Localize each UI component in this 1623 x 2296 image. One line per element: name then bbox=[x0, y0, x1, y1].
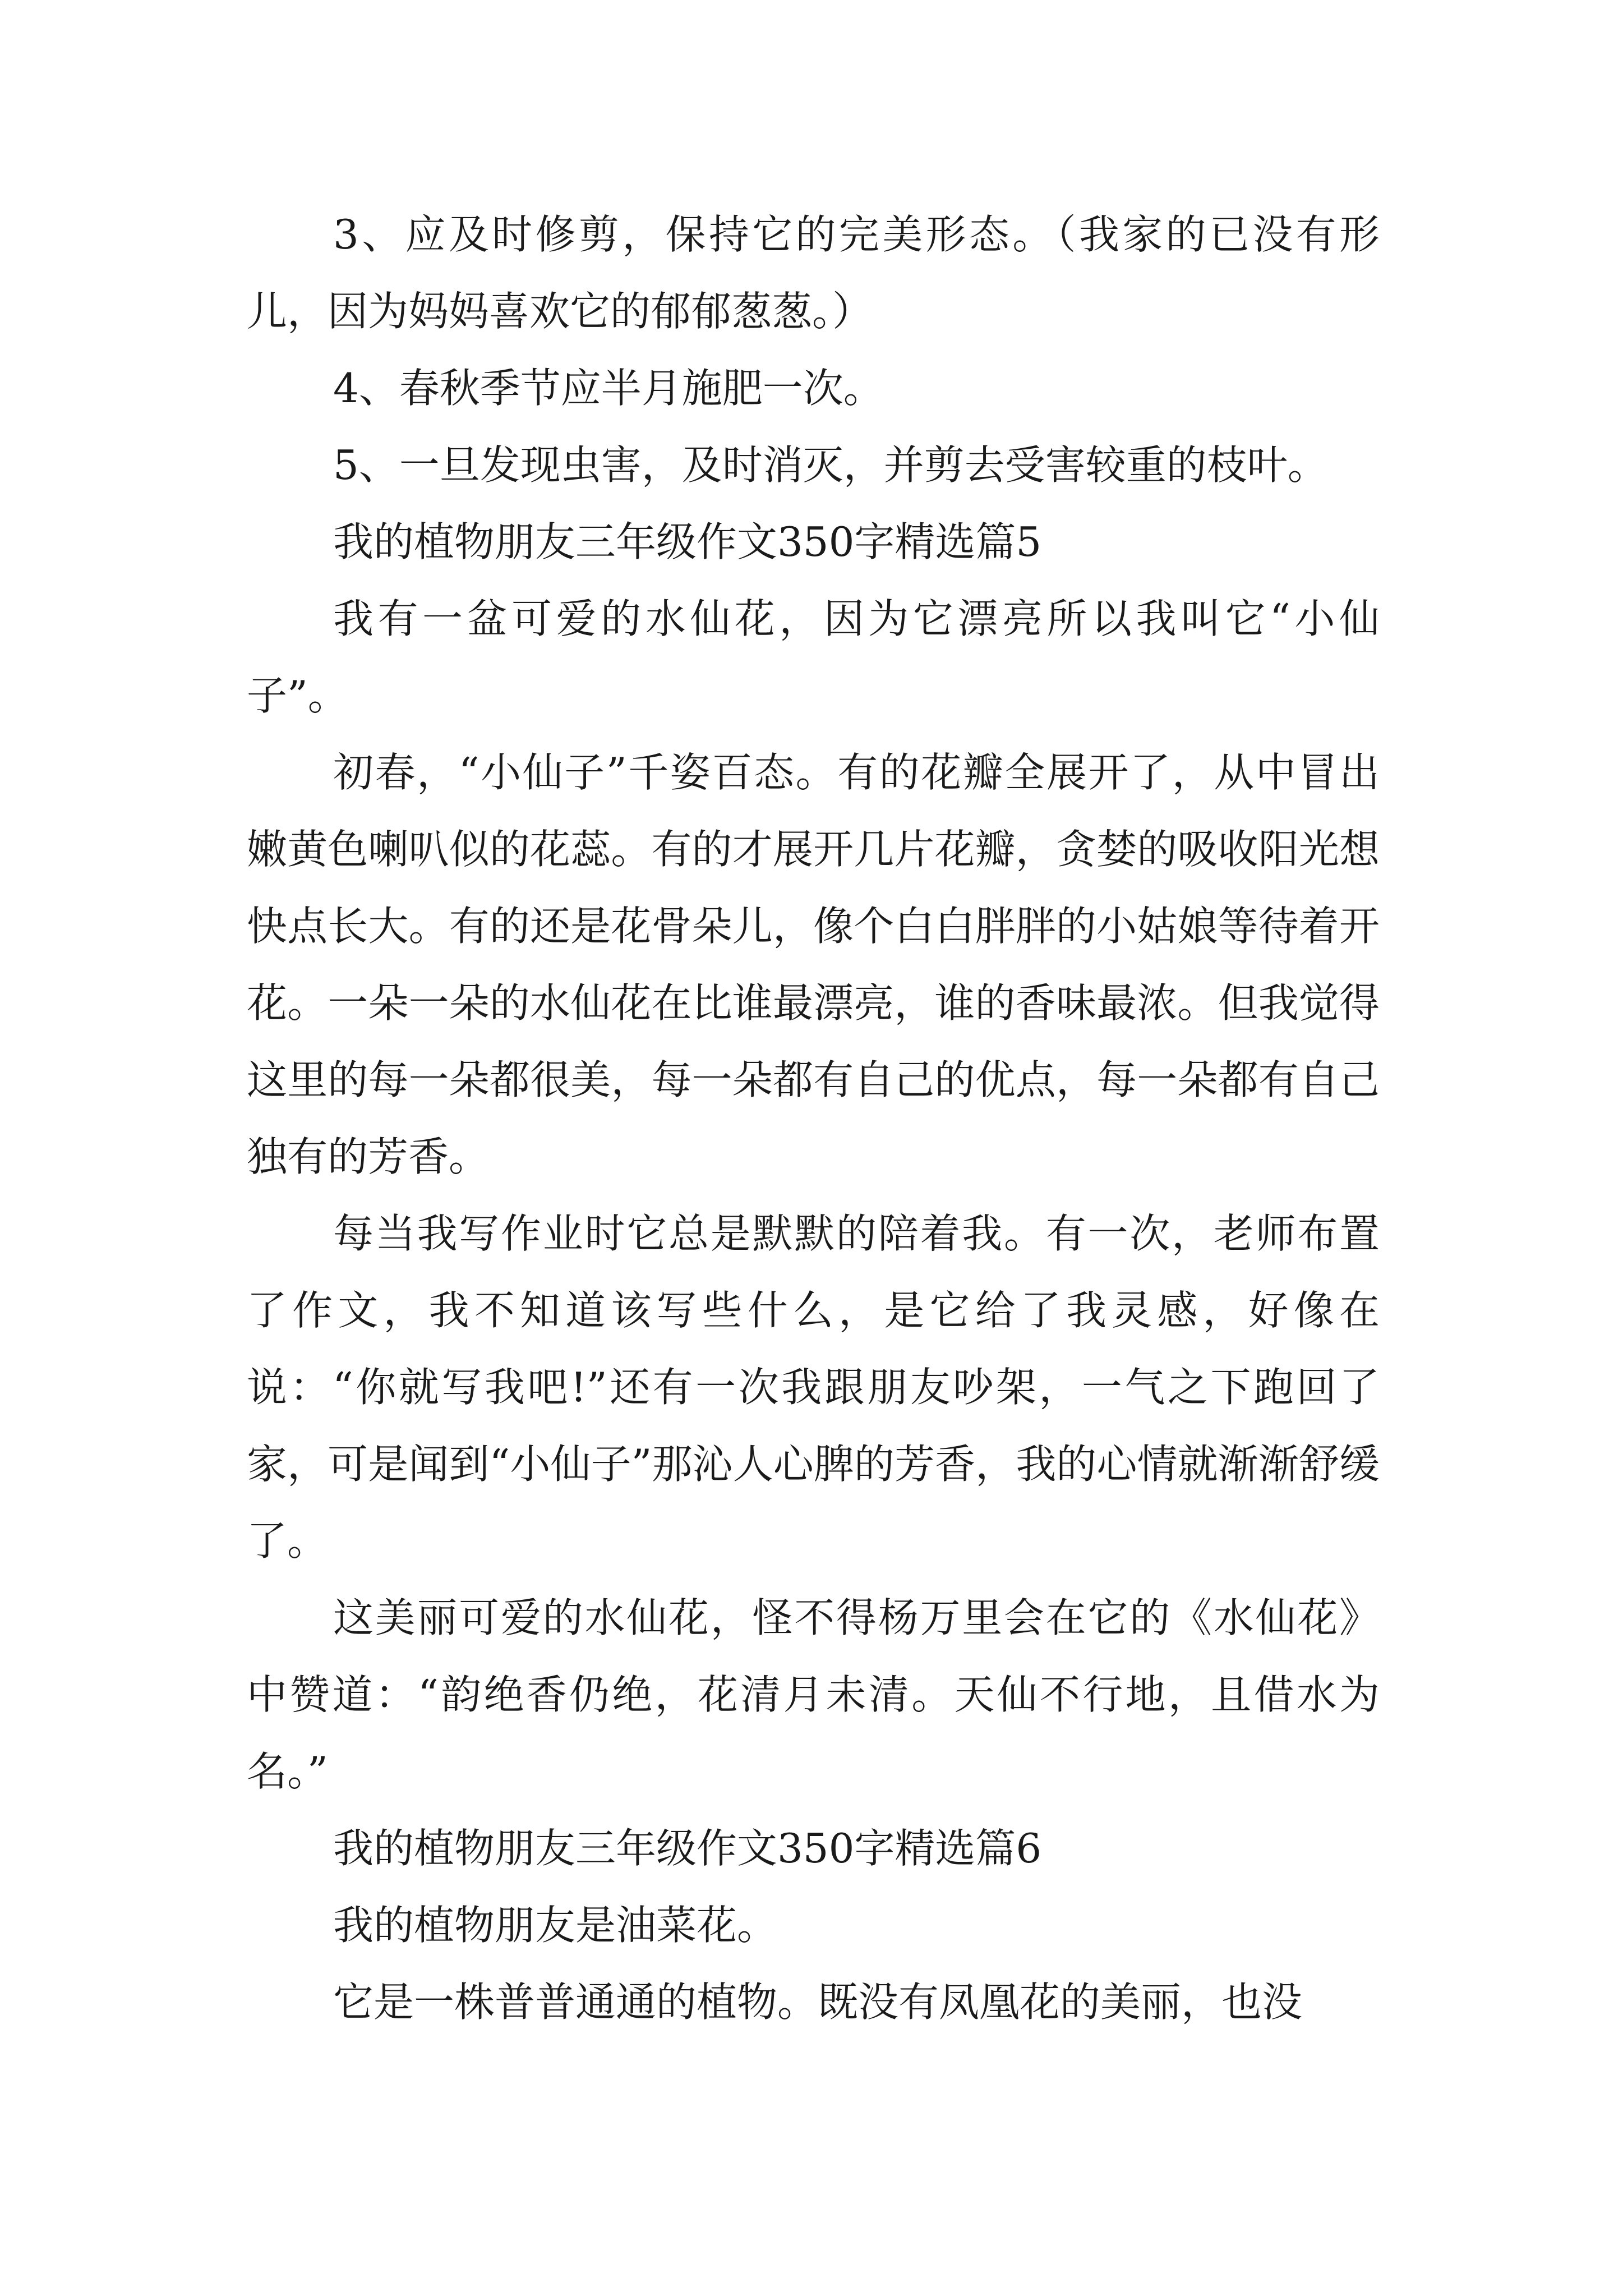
paragraph-early-spring: 初春，“小仙子”千姿百态。有的花瓣全展开了，从中冒出嫩黄色喇叭似的花蕊。有的才展开几片花瓣，贪婪的吸收阳光想快点长大。有的还是花骨朵儿，像个白白胖胖的小姑娘等待着开花。一朵一朵的水仙花在比谁最漂亮，谁的香味最浓。但我觉得这里的每一朵都很美，每一朵都有自己的优点，每一朵都有自己独有的芳香。 bbox=[247, 749, 1380, 1180]
section-heading-5: 我的植物朋友三年级作文350字精选篇5 bbox=[333, 518, 1042, 565]
paragraph-intro-narcissus: 我有一盆可爱的水仙花，因为它漂亮所以我叫它“小仙子”。 bbox=[247, 595, 1380, 719]
paragraph-pruning-tip: 3、应及时修剪，保持它的完美形态。（我家的已没有形儿，因为妈妈喜欢它的郁郁葱葱。） bbox=[247, 211, 1380, 335]
paragraph-fertilizing-tip: 4、春秋季节应半月施肥一次。 bbox=[333, 365, 884, 412]
paragraph-companion: 每当我写作业时它总是默默的陪着我。有一次，老师布置了作文，我不知道该写些什么，是它给了我灵感，好像在说：“你就写我吧!”还有一次我跟朋友吵架，一气之下跑回了家，可是闻到“小仙子”那沁人心脾的芳香，我的心情就渐渐舒缓了。 bbox=[247, 1210, 1380, 1565]
section-heading-6: 我的植物朋友三年级作文350字精选篇6 bbox=[333, 1825, 1042, 1872]
paragraph-pest-tip: 5、一旦发现虫害，及时消灭，并剪去受害较重的枝叶。 bbox=[333, 441, 1328, 489]
paragraph-rapeseed-intro: 我的植物朋友是油菜花。 bbox=[333, 1902, 778, 1949]
article-body bbox=[247, 196, 1380, 2041]
paragraph-poem: 这美丽可爱的水仙花，怪不得杨万里会在它的《水仙花》中赞道：“韵绝香仍绝，花清月未清。天仙不行地，且借水为名。” bbox=[247, 1594, 1380, 1795]
paragraph-rapeseed-description: 它是一株普普通通的植物。既没有凤凰花的美丽，也没 bbox=[333, 1978, 1303, 2026]
